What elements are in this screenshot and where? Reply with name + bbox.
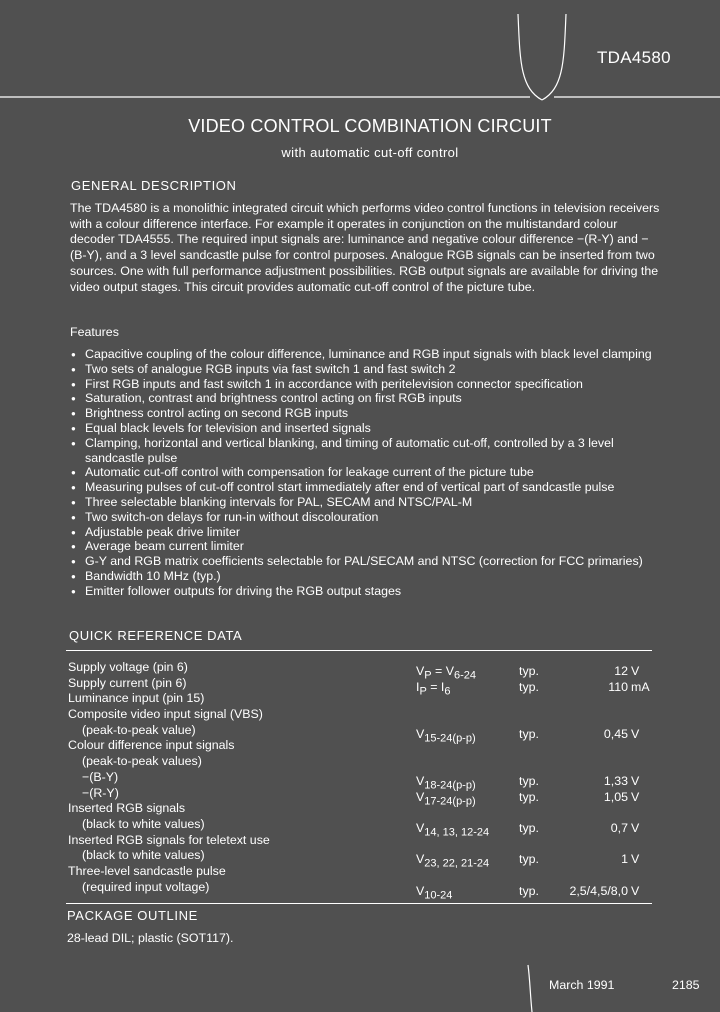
qr-symbol-main: I (416, 679, 420, 694)
feature-item: ● Three selectable blanking intervals for PAL, SECAM and NTSC/PAL-M (72, 495, 665, 510)
qr-unit: V (631, 852, 640, 867)
quick-reference-bottom-rule (66, 903, 652, 904)
quick-reference-heading: QUICK REFERENCE DATA (69, 628, 243, 643)
qr-symbol-sub2: 6 (444, 685, 451, 698)
qr-label: Colour difference input signals (68, 738, 235, 753)
quick-reference-row (68, 722, 648, 745)
qr-label: (black to white values) (82, 848, 205, 863)
qr-label: −(R-Y) (82, 785, 119, 800)
qr-label: Supply voltage (pin 6) (68, 660, 188, 674)
feature-item: ● Saturation, contrast and brightness control acting on first RGB inputs (72, 391, 665, 406)
qr-typ: typ. (519, 789, 539, 804)
package-outline-heading: PACKAGE OUTLINE (67, 908, 198, 923)
document-title: VIDEO CONTROL COMBINATION CIRCUIT (188, 116, 552, 136)
quick-reference-row (68, 660, 648, 682)
feature-item: ● First RGB inputs and fast switch 1 in accordance with peritelevision connector specification (72, 377, 665, 392)
feature-item: ● Automatic cut-off control with compensation for leakage current of the picture tube (72, 465, 665, 480)
qr-typ: typ. (519, 852, 539, 867)
part-number: TDA4580 (597, 48, 671, 67)
qr-typ: typ. (519, 883, 539, 898)
qr-symbol-main: V (416, 820, 425, 835)
feature-item: ● Measuring pulses of cut-off control start immediately after end of vertical part of sandcastle pulse (72, 480, 665, 495)
qr-value: 1,05 (603, 789, 628, 804)
qr-symbol-sub: P (424, 669, 432, 682)
qr-symbol-rest: = V (431, 664, 454, 678)
qr-symbol-main: V (416, 773, 425, 788)
qr-typ: typ. (519, 726, 539, 741)
qr-unit: V (631, 883, 640, 898)
qr-value: 1 (621, 852, 628, 867)
qr-typ: typ. (519, 664, 539, 678)
qr-unit: V (631, 773, 640, 788)
qr-label: Luminance input (pin 15) (68, 691, 205, 706)
quick-reference-rule (66, 650, 652, 651)
qr-symbol-sub: 10-24 (424, 889, 453, 902)
qr-value: 110 (608, 679, 628, 694)
feature-item: ● Clamping, horizontal and vertical blanking, and timing of automatic cut-off, controlled by a 3 level sandcastle pulse (72, 436, 665, 466)
qr-symbol-main: V (416, 664, 425, 678)
qr-unit: V (631, 820, 640, 835)
general-description-paragraph: The TDA4580 is a monolithic integrated circuit which performs video control functions in television receivers with a colour difference interface. For example it operates in conjunction on the multistandard colour decoder TDA4555. The required input signals are: luminance and negative colour difference −(R-Y) and −(B-Y), and a 3 level sandcastle pulse for control purposes. Analogue RGB signals can be inserted from two sources. One with full performance adjustment possibilities. RGB output signals are available for driving the video output stages. This circuit provides automatic cut-off control of the picture tube. (70, 201, 660, 294)
qr-symbol-sub: P (419, 685, 427, 698)
qr-value: 0,45 (603, 726, 628, 741)
quick-reference-row (68, 801, 648, 817)
qr-unit: V (631, 726, 640, 741)
qr-symbol-sub: 15-24(p-p) (424, 732, 476, 745)
qr-label: (required input voltage) (82, 879, 210, 894)
qr-label: Three-level sandcastle pulse (68, 863, 226, 878)
qr-symbol-main: V (416, 883, 425, 898)
qr-typ: typ. (519, 679, 539, 694)
qr-unit: V (631, 789, 640, 804)
features-list (72, 347, 665, 599)
qr-symbol-sub: 18-24(p-p) (424, 779, 476, 792)
quick-reference-row (68, 769, 648, 792)
features-heading: Features (70, 325, 119, 339)
quick-reference-row (68, 691, 648, 707)
qr-label: Supply current (pin 6) (68, 675, 187, 690)
quick-reference-row (68, 879, 648, 902)
qr-unit: V (631, 664, 640, 678)
quick-reference-row (68, 864, 648, 880)
qr-symbol-rest: = I (426, 679, 445, 694)
qr-unit: mA (631, 679, 650, 694)
qr-symbol-main: V (416, 789, 425, 804)
qr-symbol-main: V (416, 726, 425, 741)
feature-item: ● Emitter follower outputs for driving the RGB output stages (72, 584, 665, 599)
qr-value: 2,5/4,5/8,0 (569, 883, 628, 898)
qr-symbol-sub2: 6-24 (454, 669, 477, 682)
feature-item: ● G-Y and RGB matrix coefficients selectable for PAL/SECAM and NTSC (correction for FCC primaries) (72, 554, 665, 569)
footer-date: March 1991 (549, 978, 615, 992)
qr-symbol-main: V (416, 852, 425, 867)
document-subtitle: with automatic cut-off control (281, 145, 459, 160)
quick-reference-row (68, 754, 648, 770)
qr-typ: typ. (519, 773, 539, 788)
qr-label: −(B-Y) (82, 769, 119, 784)
package-outline-text: 28-lead DIL; plastic (SOT117). (67, 931, 234, 945)
quick-reference-row (68, 816, 648, 839)
feature-item: ● Two switch-on delays for run-in without discolouration (72, 510, 665, 525)
qr-typ: typ. (519, 820, 539, 835)
qr-symbol-sub: 14, 13, 12-24 (424, 826, 490, 839)
qr-label: Inserted RGB signals for teletext use (68, 832, 270, 847)
qr-symbol (416, 884, 452, 901)
qr-symbol-sub: 17-24(p-p) (424, 794, 476, 807)
feature-item: ● Average beam current limiter (72, 539, 665, 554)
feature-item: ● Two sets of analogue RGB inputs via fast switch 1 and fast switch 2 (72, 362, 665, 377)
qr-value: 0,7 (610, 820, 628, 835)
feature-item: ● Bandwidth 10 MHz (typ.) (72, 569, 665, 584)
qr-label: (peak-to-peak values) (82, 754, 202, 769)
quick-reference-row (68, 848, 648, 870)
feature-item: ● Capacitive coupling of the colour difference, luminance and RGB input signals with black level clamping (72, 347, 665, 362)
general-description-heading: GENERAL DESCRIPTION (71, 178, 237, 193)
qr-label: (black to white values) (82, 816, 205, 831)
qr-label: Inserted RGB signals (68, 801, 186, 816)
quick-reference-row (68, 738, 648, 754)
feature-item: ● Equal black levels for television and inserted signals (72, 421, 665, 436)
feature-item: ● Brightness control acting on second RGB inputs (72, 406, 665, 421)
quick-reference-table (68, 660, 650, 902)
qr-value: 12 (614, 664, 628, 678)
qr-label: Composite video input signal (VBS) (68, 707, 263, 722)
feature-item: ● Adjustable peak drive limiter (72, 525, 665, 540)
quick-reference-row (68, 833, 648, 849)
general-description-text (70, 201, 660, 295)
qr-label: (peak-to-peak value) (82, 722, 196, 737)
qr-symbol-sub: 23, 22, 21-24 (424, 857, 490, 870)
footer-page-number: 2185 (672, 978, 700, 992)
quick-reference-row (68, 707, 648, 723)
qr-value: 1,33 (603, 773, 628, 788)
